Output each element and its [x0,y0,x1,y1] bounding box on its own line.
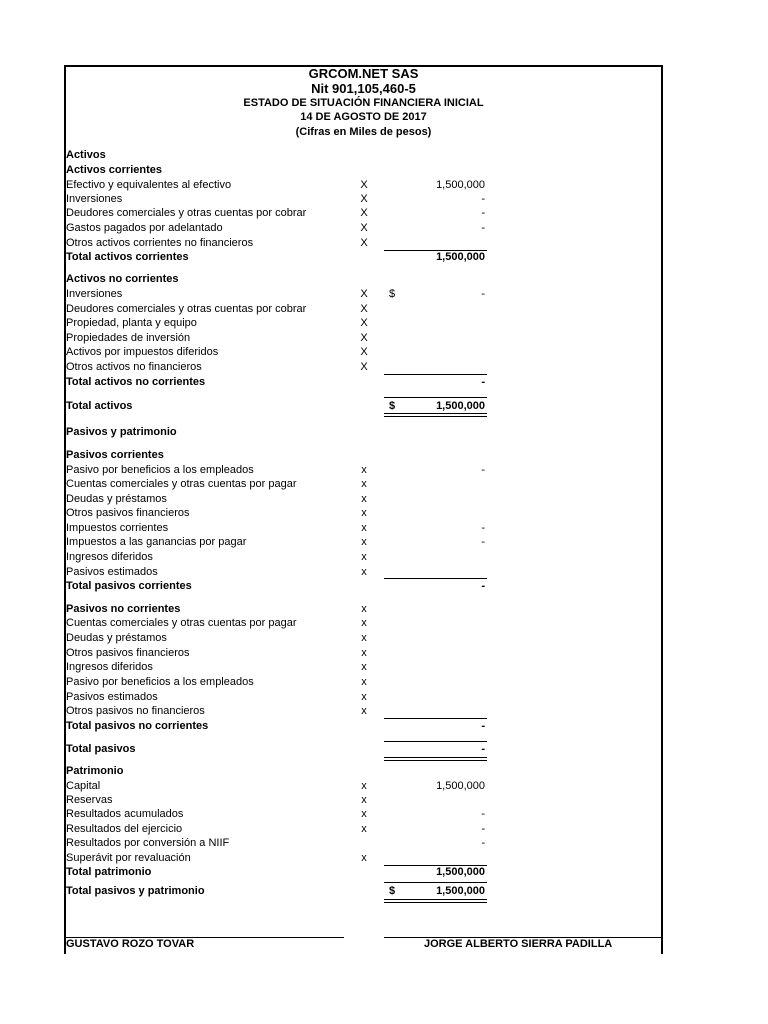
statement-row [66,492,661,506]
signature-right: JORGE ALBERTO SIERRA PADILLA [424,938,613,950]
statement-row [66,704,661,718]
row-label: Pasivos corrientes [66,449,164,461]
row-label: Total pasivos [66,743,136,755]
row-mark: X [360,332,368,344]
rule-total-pyp-double-1 [384,899,487,900]
row-amount: 1,500,000 [436,179,485,191]
statement-row [66,250,661,264]
statement-row [66,287,661,301]
rule-total-pyp-double-2 [384,902,487,903]
row-amount: - [481,207,485,219]
row-mark: x [361,522,367,534]
row-label: Patrimonio [66,765,124,777]
statement-row [66,719,661,733]
row-amount: - [481,522,485,534]
row-amount: 1,500,000 [436,251,485,263]
statement-row [66,206,661,220]
row-currency: $ [389,288,396,300]
rule-total-pyp-top [384,882,487,883]
row-amount: - [481,743,485,755]
statement-row [66,360,661,374]
row-label: Pasivos y patrimonio [66,426,177,438]
row-label: Pasivo por beneficios a los empleados [66,464,254,476]
statement-row [66,192,661,206]
row-label: Impuestos a las ganancias por pagar [66,536,247,548]
row-mark: X [360,237,368,249]
row-label: Otros pasivos no financieros [66,705,205,717]
row-label: Total activos [66,400,133,412]
row-mark: x [361,478,367,490]
statement-row [66,331,661,345]
row-mark: x [361,661,367,673]
statement-row [66,865,661,879]
row-amount: - [481,808,485,820]
statement-row [66,302,661,316]
row-amount: - [481,464,485,476]
row-mark: x [361,632,367,644]
row-mark: x [361,647,367,659]
rule-total-pasivos-double-2 [384,760,487,761]
row-label: Inversiones [66,193,123,205]
statement-row [66,178,661,192]
row-label: Cuentas comerciales y otras cuentas por pagar [66,617,297,629]
row-label: Pasivo por beneficios a los empleados [66,676,254,688]
row-label: Superávit por revaluación [66,852,191,864]
rule-total-patrimonio [384,865,487,866]
row-currency: $ [389,885,396,897]
row-label: Activos por impuestos diferidos [66,346,219,358]
statement-row [66,807,661,821]
rule-total-activos-corrientes [384,250,487,251]
row-label: Cuentas comerciales y otras cuentas por pagar [66,478,297,490]
rule-total-activos-top [384,397,487,398]
row-mark: x [361,691,367,703]
rule-total-pasivos-double-1 [384,757,487,758]
row-label: Impuestos corrientes [66,522,169,534]
row-label: Inversiones [66,288,123,300]
row-label: Pasivos no corrientes [66,603,181,615]
statement-row [66,272,661,286]
company-nit: Nit 901,105,460-5 [311,81,416,96]
row-amount: 1,500,000 [436,885,485,897]
row-label: Deudas y préstamos [66,632,167,644]
row-label: Resultados acumulados [66,808,184,820]
statement-row [66,463,661,477]
row-label: Total pasivos corrientes [66,580,192,592]
statement-row [66,345,661,359]
row-mark: X [360,288,368,300]
statement-row [66,521,661,535]
statement-row [66,616,661,630]
row-label: Efectivo y equivalentes al efectivo [66,179,232,191]
row-label: Resultados del ejercicio [66,823,183,835]
statement-row [66,631,661,645]
row-label: Total pasivos y patrimonio [66,885,205,897]
statement-row [66,851,661,865]
row-amount: - [481,536,485,548]
row-amount: - [481,376,485,388]
statement-row [66,163,661,177]
row-label: Total activos corrientes [66,251,189,263]
row-label: Propiedades de inversión [66,332,191,344]
rule-total-activos-double-2 [384,416,487,417]
statement-row [66,550,661,564]
statement-row [66,660,661,674]
statement-units: (Cifras en Miles de pesos) [295,126,432,138]
row-label: Propiedad, planta y equipo [66,317,197,329]
statement-row [66,836,661,850]
row-mark: X [360,207,368,219]
row-mark: x [361,808,367,820]
statement-row [66,425,661,439]
row-label: Activos no corrientes [66,273,179,285]
row-amount: - [481,837,485,849]
statement-row [66,221,661,235]
row-mark: x [361,852,367,864]
row-label: Otros pasivos financieros [66,647,190,659]
statement-row [66,675,661,689]
statement-row [66,779,661,793]
row-mark: x [361,507,367,519]
statement-row [66,884,661,898]
statement-row [66,690,661,704]
row-label: Resultados por conversión a NIIF [66,837,230,849]
row-mark: X [360,222,368,234]
row-mark: x [361,464,367,476]
row-amount: - [481,222,485,234]
statement-row [66,448,661,462]
statement-row [66,236,661,250]
row-label: Total activos no corrientes [66,376,206,388]
row-amount: - [481,193,485,205]
row-label: Deudores comerciales y otras cuentas por cobrar [66,207,307,219]
row-amount: - [481,823,485,835]
row-mark: x [361,551,367,563]
row-mark: x [361,705,367,717]
statement-title: ESTADO DE SITUACIÓN FINANCIERA INICIAL [243,97,484,109]
rule-total-activos-no-corrientes [384,374,487,375]
row-label: Deudores comerciales y otras cuentas por cobrar [66,303,307,315]
signature-left: GUSTAVO ROZO TOVAR [66,938,195,950]
row-currency: $ [389,400,396,412]
row-label: Ingresos diferidos [66,661,153,673]
statement-row [66,646,661,660]
row-label: Activos corrientes [66,164,162,176]
statement-row [66,579,661,593]
statement-row [66,399,661,413]
row-mark: x [361,493,367,505]
row-label: Deudas y préstamos [66,493,167,505]
statement-row [66,506,661,520]
statement-date: 14 DE AGOSTO DE 2017 [300,111,427,123]
statement-row [66,602,661,616]
row-mark: x [361,536,367,548]
row-label: Pasivos estimados [66,566,158,578]
row-mark: x [361,566,367,578]
company-name: GRCOM.NET SAS [308,66,419,81]
row-mark: x [361,603,367,615]
statement-row [66,565,661,579]
row-amount: 1,500,000 [436,780,485,792]
row-label: Otros activos corrientes no financieros [66,237,254,249]
row-mark: X [360,317,368,329]
row-mark: X [360,361,368,373]
row-mark: x [361,676,367,688]
row-label: Gastos pagados por adelantado [66,222,223,234]
row-amount: - [481,288,485,300]
row-mark: X [360,346,368,358]
row-mark: x [361,617,367,629]
row-label: Activos [66,149,106,161]
statement-row [66,822,661,836]
row-label: Capital [66,780,101,792]
row-mark: x [361,823,367,835]
statement-row [66,477,661,491]
row-mark: x [361,794,367,806]
statement-row [66,316,661,330]
row-amount: - [481,720,485,732]
row-mark: x [361,780,367,792]
statement-row [66,375,661,389]
statement-row [66,764,661,778]
statement-row [66,793,661,807]
row-mark: X [360,179,368,191]
rule-total-pasivos-no-corrientes [384,718,487,719]
rule-total-pasivos-corrientes [384,578,487,579]
row-label: Otros activos no financieros [66,361,202,373]
row-amount: 1,500,000 [436,400,485,412]
row-amount: - [481,580,485,592]
statement-row [66,535,661,549]
row-label: Pasivos estimados [66,691,158,703]
row-label: Total patrimonio [66,866,152,878]
statement-row [66,742,661,756]
row-mark: X [360,193,368,205]
row-mark: X [360,303,368,315]
statement-row [66,148,661,162]
rule-total-pasivos-top [384,741,487,742]
row-label: Otros pasivos financieros [66,507,190,519]
row-label: Total pasivos no corrientes [66,720,209,732]
rule-total-activos-double-1 [384,413,487,414]
row-amount: 1,500,000 [436,866,485,878]
row-label: Ingresos diferidos [66,551,153,563]
row-label: Reservas [66,794,113,806]
